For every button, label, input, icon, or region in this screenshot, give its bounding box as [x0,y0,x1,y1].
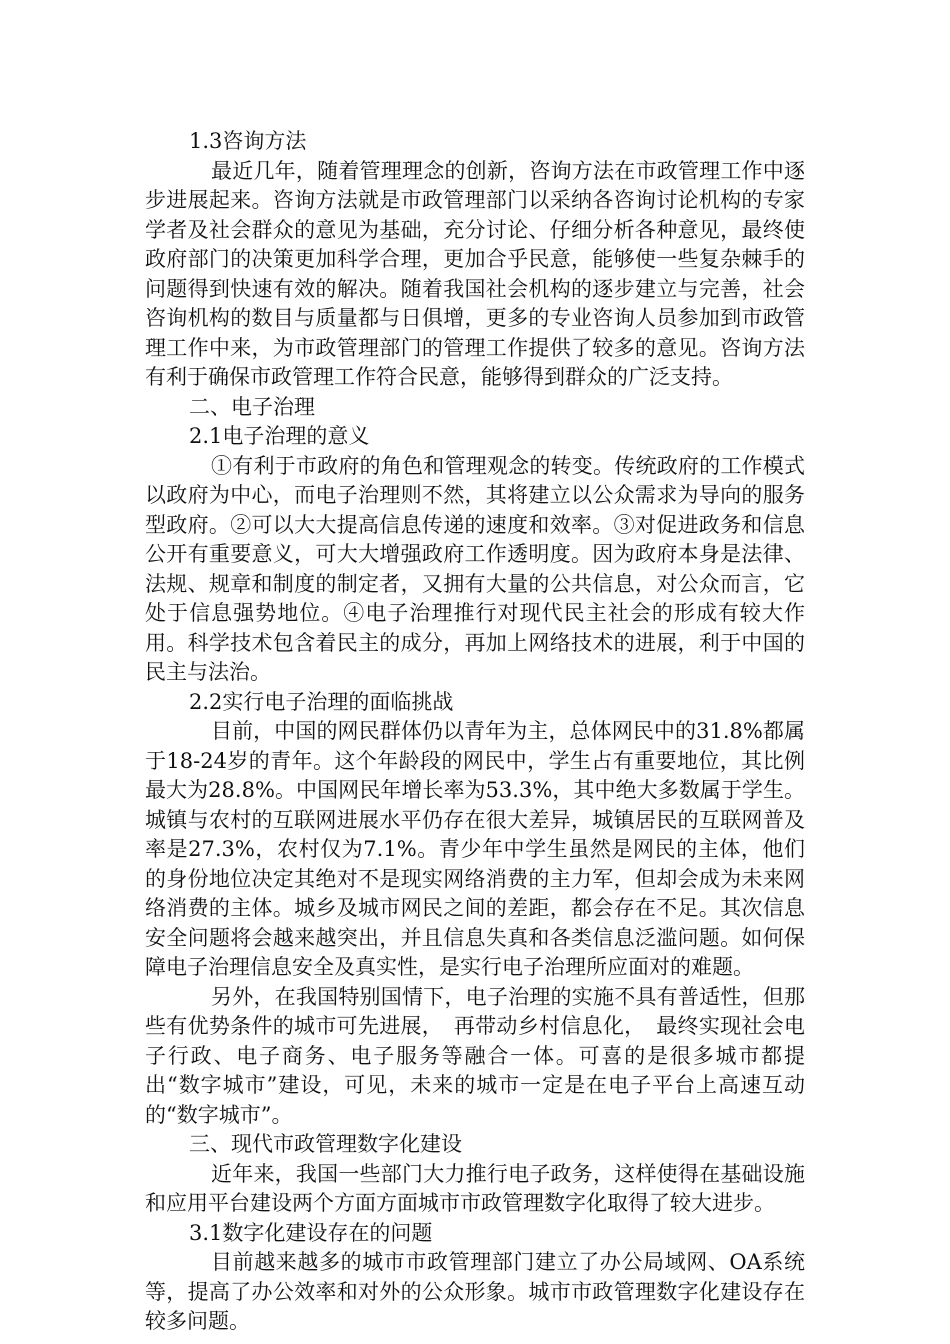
paragraph-digitalization-progress: 近年来，我国一些部门大力推行电子政务，这样使得在基础设施和应用平台建设两个方面方面城市市政管理数字化取得了较大进步。 [145,1161,805,1215]
paragraph-digitalization-problems: 目前越来越多的城市市政管理部门建立了办公局域网、OA系统等，提高了办公效率和对外的公众形象。城市市政管理数字化建设存在较多问题。 [145,1250,805,1333]
section-heading-3: 三、现代市政管理数字化建设 [189,1132,462,1156]
section-heading-3-1: 3.1数字化建设存在的问题 [189,1220,433,1245]
section-heading-1-3: 1.3咨询方法 [189,129,307,153]
section-heading-2: 二、电子治理 [189,394,315,419]
document-body [145,127,805,1337]
section-heading-2-2: 2.2实行电子治理的面临挑战 [189,689,454,714]
paragraph-e-governance-significance: ①有利于市政府的角色和管理观念的转变。传统政府的工作模式以政府为中心，而电子治理则不然，其将建立以公众需求为导向的服务型政府。②可以大大提高信息传递的速度和效率。③对促进政务和信息公开有重要意义，可大大增强政府工作透明度。因为政府本身是法律、法规、规章和制度的制定者，又拥有大量的公共信息，对公众而言，它处于信息强势地位。④电子治理推行对现代民主社会的形成有较大作用。科学技术包含着民主的成分，再加上网络技术的进展，利于中国的民主与法治。 [145,453,805,684]
paragraph-consulting-method: 最近几年，随着管理理念的创新，咨询方法在市政管理工作中逐步进展起来。咨询方法就是市政管理部门以采纳各咨询讨论机构的专家学者及社会群众的意见为基础，充分讨论、仔细分析各种意见，最终使政府部门的决策更加科学合理，更加合乎民意，能够使一些复杂棘手的问题得到快速有效的解决。随着我国社会机构的逐步建立与完善，社会咨询机构的数目与质量都与日俱增，更多的专业咨询人员参加到市政管理工作中来，为市政管理部门的管理工作提供了较多的意见。咨询方法有利于确保市政管理工作符合民意，能够得到群众的广泛支持。 [145,158,805,389]
paragraph-challenges: 目前，中国的网民群体仍以青年为主，总体网民中的31.8%都属于18-24岁的青年。这个年龄段的网民中，学生占有重要地位，其比例最大为28.8%。中国网民年增长率为53.3%，其中绝大多数属于学生。城镇与农村的互联网进展水平仍存在很大差异，城镇居民的互联网普及率是27.3%，农村仅为7.1%。青少年中学生虽然是网民的主体，他们的身份地位决定其绝对不是现实网络消费的主力军，但却会成为未来网络消费的主体。城乡及城市网民之间的差距，都会存在不足。其次信息安全问题将会越来越突出，并且信息失真和各类信息泛滥问题。如何保障电子治理信息安全及真实性，是实行电子治理所应面对的难题。 [145,719,805,979]
paragraph-digital-city: 另外，在我国特别国情下，电子治理的实施不具有普适性，但那些有优势条件的城市可先进展， 再带动乡村信息化， 最终实现社会电子行政、电子商务、电子服务等融合一体。可喜的是很多城市都提出“数字城市”建设，可见，未来的城市一定是在电子平台上高速互动的“数字城市”。 [145,984,805,1127]
section-heading-2-1: 2.1电子治理的意义 [189,424,370,448]
